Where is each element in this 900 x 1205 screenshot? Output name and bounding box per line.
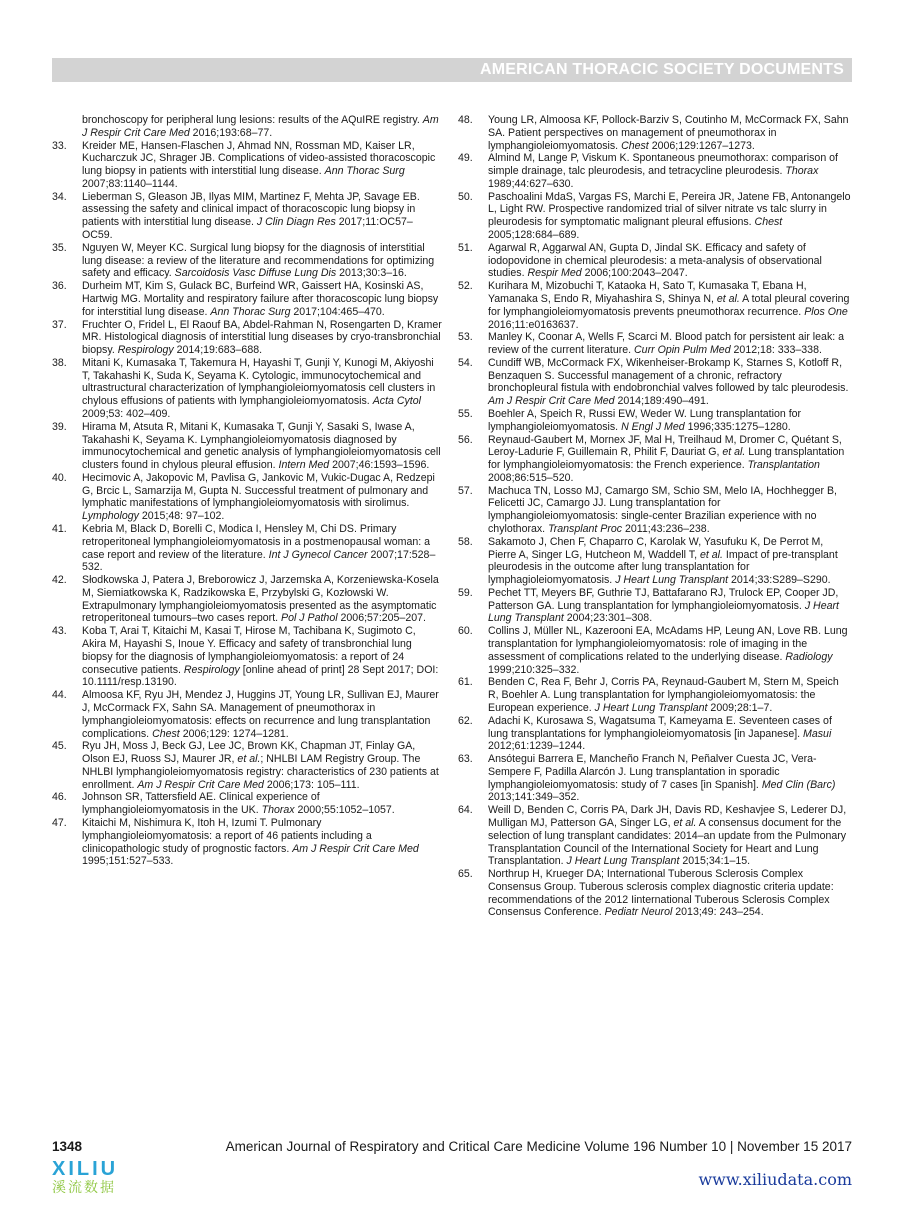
page-number: 1348 xyxy=(52,1139,83,1154)
reference-entry xyxy=(52,791,442,817)
reference-segment: Boehler A, Speich R, Russi EW, Weder W. Lung transplantation for lymphangioleiomyomatosis. xyxy=(488,407,802,433)
reference-segment: 2006;100:2043–2047. xyxy=(581,267,688,280)
reference-journal: J Heart Lung Transplant xyxy=(566,855,680,868)
reference-text xyxy=(82,242,442,280)
reference-number: 61. xyxy=(458,676,473,689)
reference-text xyxy=(488,753,852,804)
reference-number: 33. xyxy=(52,139,67,152)
reference-journal: Sarcoidosis Vasc Diffuse Lung Dis xyxy=(174,267,337,280)
reference-entry xyxy=(52,140,442,191)
reference-journal: J Heart Lung Transplant xyxy=(615,574,729,587)
reference-entry xyxy=(52,357,442,421)
reference-segment: 2016;11:e0163637. xyxy=(488,318,579,331)
reference-number: 51. xyxy=(458,241,473,254)
reference-segment: Paschoalini MdaS, Vargas FS, Marchi E, Pereira JR, Jatene FB, Antonangelo L, Light RW. Prospective randomized trial of silver nitrate vs talc slurry in pleurodesis for symptomatic malignant pleural effusions. xyxy=(488,190,851,229)
reference-number: 34. xyxy=(52,190,67,203)
reference-segment: 2014;33:S289–S290. xyxy=(728,574,831,587)
reference-segment: 2014;189:490–491. xyxy=(614,395,709,408)
reference-journal: Respir Med xyxy=(527,267,582,280)
reference-segment: 2007;46:1593–1596. xyxy=(329,459,430,472)
reference-segment: Lung transplantation for lymphangioleiomyomatosis: the French experience. xyxy=(488,446,845,472)
reference-entry xyxy=(458,625,852,676)
reference-text xyxy=(82,791,442,817)
reference-entry xyxy=(458,114,852,152)
reference-journal: Thorax xyxy=(785,165,819,178)
reference-segment: ; NHLBI LAM Registry Group. The NHLBI lymphangioleiomyomatosis registry: characteristics of 230 patients at enrollment. xyxy=(82,753,439,791)
reference-segment: Almoosa KF, Ryu JH, Mendez J, Huggins JT, Young LR, Sullivan EJ, Maurer J, McCormack FX, Sahn SA. Management of pneumothorax in lymphangioleiomyomatosis: effects on recurrence and lung transplantation complications. xyxy=(82,689,439,740)
reference-number: 38. xyxy=(52,356,67,369)
reference-number: 43. xyxy=(52,625,67,638)
reference-text xyxy=(488,408,852,434)
reference-journal: Pol J Pathol xyxy=(281,612,338,625)
reference-segment: 2008;86:515–520. xyxy=(488,471,574,484)
watermark-url[interactable]: www.xiliudata.com xyxy=(698,1170,852,1189)
reference-entry xyxy=(458,242,852,280)
reference-segment: Kitaichi M, Nishimura K, Itoh H, Izumi T. Pulmonary lymphangioleiomyomatosis: a report of 46 patients including a clinicopathologic study of prognostic factors. xyxy=(82,816,372,855)
reference-journal: et al. xyxy=(673,816,697,829)
reference-segment: Sakamoto J, Chen F, Chaparro C, Karolak W, Yasufuku K, De Perrot M, Pierre A, Singer LG, Hutcheon M, Waddell T, xyxy=(488,535,824,561)
reference-text xyxy=(488,152,852,190)
reference-journal: J Clin Diagn Res xyxy=(256,216,336,229)
reference-segment: 2007;83:1140–1144. xyxy=(82,177,178,190)
reference-segment: Nguyen W, Meyer KC. Surgical lung biopsy for the diagnosis of interstitial lung disease: a review of the literature and recommendations for optimizing safety and efficacy. xyxy=(82,241,435,280)
reference-segment: 2013;30:3–16. xyxy=(336,267,407,280)
reference-segment: 2013;49: 243–254. xyxy=(672,906,764,919)
reference-entry xyxy=(52,114,442,140)
reference-segment: 1996;335:1275–1280. xyxy=(684,420,791,433)
reference-journal: Respirology xyxy=(117,344,174,357)
reference-number: 49. xyxy=(458,152,473,165)
reference-segment: Machuca TN, Losso MJ, Camargo SM, Schio SM, Melo IA, Hochhegger B, Felicetti JC, Camargo JJ. Lung transplantation for lymphangioleiomyomatosis: single-center Brazilian experience with no chylothorax. xyxy=(488,484,837,535)
reference-segment: Kebria M, Black D, Borelli C, Modica I, Hensley M, Chi DS. Primary retroperitoneal lymphangioleiomyomatosis in a postmenopausal woman: a case report and review of the literature. xyxy=(82,523,431,561)
reference-segment: 2012;61:1239–1244. xyxy=(488,740,586,753)
watermark-logo xyxy=(52,1159,124,1199)
reference-segment: 2011;43:236–238. xyxy=(622,523,710,535)
reference-journal: Ann Thorac Surg xyxy=(210,305,291,318)
reference-journal: Curr Opin Pulm Med xyxy=(634,344,731,357)
reference-segment: Reynaud-Gaubert M, Mornex JF, Mal H, Treilhaud M, Dromer C, Quétant S, Leroy-Ladurie F, Guillemain R, Philit F, Dauriat G, xyxy=(488,433,842,459)
reference-journal: et al. xyxy=(716,292,740,305)
reference-segment: Hirama M, Atsuta R, Mitani K, Kumasaka T, Gunji Y, Sasaki S, Iwase A, Takahashi K, Seyama K. Lymphangioleiomyomatosis diagnosed by immunocytochemical and genetic analysis of lymphangioleiomyomatosis cell clusters found in chylous pleural effusion. xyxy=(82,420,441,472)
reference-journal: N Engl J Med xyxy=(621,420,685,433)
reference-journal: Med Clin (Barc) xyxy=(761,778,836,791)
reference-text xyxy=(488,280,852,331)
reference-number: 56. xyxy=(458,433,473,446)
reference-number: 64. xyxy=(458,804,473,817)
reference-journal: Pediatr Neurol xyxy=(604,906,673,919)
reference-text xyxy=(82,280,442,318)
reference-number: 44. xyxy=(52,689,67,702)
reference-segment: 2006;129: 1274–1281. xyxy=(179,727,289,740)
reference-segment: Mitani K, Kumasaka T, Takemura H, Hayashi T, Gunji Y, Kunogi M, Akiyoshi T, Takahashi K, Suda K, Seyama K. Cytologic, immunocytochemical and ultrastructural characterization of lymphangioleiomyomatosis cell clusters in chylous effusions of patients with lymphangioleiomyomatosis. xyxy=(82,356,436,408)
reference-segment: 2000;55:1052–1057. xyxy=(294,804,395,817)
watermark-logo-mark: XILIU xyxy=(52,1158,119,1180)
reference-text xyxy=(82,817,442,868)
reference-segment: 2012;18: 333–338. xyxy=(730,344,822,357)
reference-journal: Plos One xyxy=(804,305,848,318)
reference-text xyxy=(82,140,442,191)
reference-segment: Cundiff WB, McCormack FX, Wikenheiser-Brokamp K, Starnes S, Kotloff R, Benzaquen S. Successful management of a chronic, refractory bronchopleural fistula with endobronchial valves followed by talc pleurodesis. xyxy=(488,356,849,395)
reference-journal: Lymphology xyxy=(82,510,139,523)
reference-segment: Lieberman S, Gleason JB, Ilyas MIM, Martinez F, Mehta JP, Savage EB. assessing the safety and clinical impact of thoracoscopic lung biopsy in patients with interstitial lung disease. xyxy=(82,190,420,229)
reference-segment: 2009;28:1–7. xyxy=(707,701,773,714)
reference-segment: 1995;151:527–533. xyxy=(82,855,174,868)
reference-number: 58. xyxy=(458,535,473,548)
reference-number: 53. xyxy=(458,331,473,344)
reference-segment: 2015;48: 97–102. xyxy=(138,510,225,523)
reference-segment: 2004;23:301–308. xyxy=(563,612,653,625)
reference-segment: 2007;17:528–532. xyxy=(82,548,436,574)
reference-text xyxy=(82,191,442,242)
reference-journal: Chest xyxy=(754,216,783,229)
reference-number: 37. xyxy=(52,318,67,331)
reference-segment: 2006;173: 105–111. xyxy=(263,778,360,791)
reference-entry xyxy=(52,740,442,791)
reference-entry xyxy=(458,753,852,804)
reference-entry xyxy=(52,472,442,523)
reference-text xyxy=(488,868,852,919)
reference-entry xyxy=(52,523,442,574)
reference-segment: Almind M, Lange P, Viskum K. Spontaneous pneumothorax: comparison of simple drainage, talc pleurodesis, and tetracycline pleurodesis. xyxy=(488,152,838,178)
references-right-column xyxy=(458,114,852,919)
reference-entry xyxy=(52,421,442,472)
reference-number: 63. xyxy=(458,753,473,766)
reference-text xyxy=(488,485,852,536)
reference-segment: Impact of pre-transplant pleurodesis in the outcome after lung transplantation for lymphagioleiomyomatosis. xyxy=(488,548,838,587)
reference-journal: Transplant Proc xyxy=(548,523,623,535)
reference-number: 65. xyxy=(458,868,473,881)
reference-segment: Weill D, Benden C, Corris PA, Dark JH, Davis RD, Keshavjee S, Lederer DJ, Mulligan MJ, Patterson GA, Singer LG, xyxy=(488,804,847,829)
reference-entry xyxy=(52,242,442,280)
reference-entry xyxy=(52,689,442,740)
reference-number: 40. xyxy=(52,471,67,484)
reference-segment: Manley K, Coonar A, Wells F, Scarci M. Blood patch for persistent air leak: a review of the current literature. xyxy=(488,331,845,357)
reference-segment: A consensus document for the selection of lung transplant candidates: 2014–an update from the Pulmonary Transplantation Council of the International Society for Heart and Lung Transplantation. xyxy=(488,816,847,868)
reference-segment: 2006;129:1267–1273. xyxy=(648,139,755,152)
reference-entry xyxy=(458,485,852,536)
reference-segment: Pechet TT, Meyers BF, Guthrie TJ, Battafarano RJ, Trulock EP, Cooper JD, Patterson GA. Lung transplantation for lymphangioleiomyomatosis. xyxy=(488,586,839,612)
reference-journal: Am J Respir Crit Care Med xyxy=(488,395,615,408)
reference-entry xyxy=(458,434,852,485)
reference-entry xyxy=(52,319,442,357)
reference-number: 52. xyxy=(458,280,473,293)
reference-number: 59. xyxy=(458,586,473,599)
watermark-logo-subtitle: 溪流数据 xyxy=(52,1180,116,1196)
reference-text xyxy=(488,114,852,152)
header-banner-title: AMERICAN THORACIC SOCIETY DOCUMENTS xyxy=(479,61,844,78)
reference-entry xyxy=(458,152,852,190)
reference-text xyxy=(488,715,852,753)
reference-segment: 2009;53: 402–409. xyxy=(82,407,171,420)
reference-text xyxy=(82,472,442,523)
reference-entry xyxy=(458,804,852,868)
references-left-column xyxy=(52,114,442,868)
reference-segment: 2006;57:205–207. xyxy=(337,612,426,625)
reference-entry xyxy=(52,280,442,318)
reference-text xyxy=(488,587,852,625)
reference-journal: Am J Respir Crit Care Med xyxy=(82,114,439,139)
reference-segment: Kurihara M, Mizobuchi T, Kataoka H, Sato T, Kumasaka T, Ebana H, Yamanaka S, Endo R, Miyahashira S, Shinya N, xyxy=(488,280,807,305)
reference-entry xyxy=(458,676,852,714)
reference-journal: Transplantation xyxy=(747,459,820,472)
reference-journal: Acta Cytol xyxy=(372,395,421,408)
reference-entry xyxy=(458,357,852,408)
reference-number: 35. xyxy=(52,241,67,254)
reference-entry xyxy=(52,817,442,868)
reference-segment: 2014;19:683–688. xyxy=(173,344,263,357)
reference-segment: 2016;193:68–77. xyxy=(189,126,273,139)
reference-entry xyxy=(458,715,852,753)
reference-text xyxy=(82,740,442,791)
reference-entry xyxy=(458,191,852,242)
reference-journal: J Heart Lung Transplant xyxy=(594,701,708,714)
reference-segment: A total pleural covering for lymphangioleiomyomatosis prevents pneumothorax recurrence. xyxy=(488,292,850,318)
reference-entry xyxy=(52,574,442,625)
reference-text xyxy=(488,242,852,280)
reference-number: 45. xyxy=(52,740,67,753)
reference-text xyxy=(488,625,852,676)
reference-journal: Am J Respir Crit Care Med xyxy=(292,842,419,855)
reference-text xyxy=(82,319,442,357)
reference-journal: Thorax xyxy=(261,804,295,817)
reference-journal: et al. xyxy=(722,446,746,459)
reference-segment: 2013;141:349–352. xyxy=(488,791,580,804)
reference-journal: Int J Gynecol Cancer xyxy=(268,548,368,561)
reference-text xyxy=(82,689,442,740)
journal-citation: American Journal of Respiratory and Critical Care Medicine Volume 196 Number 10 | November 15 2017 xyxy=(225,1139,852,1154)
reference-journal: et al. xyxy=(237,753,261,766)
reference-entry xyxy=(458,868,852,919)
reference-number: 41. xyxy=(52,523,67,535)
reference-text xyxy=(82,625,442,689)
reference-journal: Respirology xyxy=(183,663,240,676)
reference-number: 55. xyxy=(458,407,473,420)
reference-journal: J Heart Lung Transplant xyxy=(488,599,839,625)
reference-number: 62. xyxy=(458,714,473,727)
reference-journal: et al. xyxy=(699,548,723,561)
reference-journal: Am J Respir Crit Care Med xyxy=(137,778,264,791)
reference-text xyxy=(488,536,852,587)
reference-number: 46. xyxy=(52,791,67,804)
reference-segment: Northrup H, Krueger DA; International Tuberous Sclerosis Complex Consensus Group. Tuberous sclerosis complex diagnostic criteria update: recommendations of the 2012 Iinternational Tuberous Sclerosis Complex Consensus Conference. xyxy=(488,868,834,919)
reference-number: 36. xyxy=(52,280,67,293)
reference-segment: Fruchter O, Fridel L, El Raouf BA, Abdel-Rahman N, Rosengarten D, Kramer MR. Histological diagnosis of interstitial lung diseases by cryo-transbronchial biopsy. xyxy=(82,318,442,357)
reference-number: 42. xyxy=(52,574,67,587)
reference-segment: Hecimovic A, Jakopovic M, Pavlisa G, Jankovic M, Vukic-Dugac A, Redzepi G, Brcic L, Samarzija M, Gupta N. Successful treatment of pulmonary and lymphatic manifestations of lymphangioleiomyomatosis with sirolimus. xyxy=(82,471,435,510)
header-banner xyxy=(52,58,852,82)
reference-journal: Ann Thorac Surg xyxy=(324,165,405,178)
reference-segment: Ryu JH, Moss J, Beck GJ, Lee JC, Brown KK, Chapman JT, Finlay GA, Olson EJ, Ruoss SJ, Maurer JR, xyxy=(82,740,416,766)
reference-entry xyxy=(458,587,852,625)
reference-segment: [online ahead of print] 28 Sept 2017; DOI: 10.1111/resp.13190. xyxy=(82,663,439,689)
reference-segment: Adachi K, Kurosawa S, Wagatsuma T, Kameyama E. Seventeen cases of lung transplantations for lymphangioleiomyomatosis [in Japanese]. xyxy=(488,714,832,740)
reference-number: 54. xyxy=(458,356,473,369)
reference-segment: 2005;128:684–689. xyxy=(488,229,580,242)
reference-number: 48. xyxy=(458,114,473,126)
reference-text xyxy=(488,434,852,485)
reference-segment: Benden C, Rea F, Behr J, Corris PA, Reynaud-Gaubert M, Stern M, Speich R, Boehler A. Lung transplantation for lymphangioleiomyomatosis: the European experience. xyxy=(488,676,839,714)
page-footer xyxy=(52,1139,852,1157)
reference-segment: Young LR, Almoosa KF, Pollock-Barziv S, Coutinho M, McCormack FX, Sahn SA. Patient perspectives on management of pneumothorax in lymphangioleiomyomatosis. xyxy=(488,114,849,152)
reference-segment: Kreider ME, Hansen-Flaschen J, Ahmad NN, Rossman MD, Kaiser LR, Kucharczuk JC, Shrager JB. Complications of video-assisted thoracoscopic lung biopsy in patients with interstitial lung disease. xyxy=(82,139,436,178)
reference-segment: Koba T, Arai T, Kitaichi M, Kasai T, Hirose M, Tachibana K, Sugimoto C, Akira M, Hayashi S, Inoue Y. Efficacy and safety of transbronchial lung biopsy for the diagnosis of lymphangioleiomyomatosis: a report of 24 consecutive patients. xyxy=(82,625,416,676)
reference-text xyxy=(82,523,442,574)
reference-segment: 1989;44:627–630. xyxy=(488,177,574,190)
reference-segment: Słodkowska J, Patera J, Breborowicz J, Jarzemska A, Korzeniewska-Kosela M, Siemiatkowska K, Radzikowska E, Przybylski G, Kozłowski W. Extrapulmonary lymphangioleiomyomatosis presented as the asymptomatic retroperitoneal tumours–two cases report. xyxy=(82,574,439,625)
reference-number: 47. xyxy=(52,816,67,829)
reference-number: 39. xyxy=(52,420,67,433)
reference-journal: Intern Med xyxy=(278,459,330,472)
reference-text xyxy=(488,676,852,714)
reference-text xyxy=(488,191,852,242)
reference-text xyxy=(488,357,852,408)
reference-segment: Agarwal R, Aggarwal AN, Gupta D, Jindal SK. Efficacy and safety of iodopovidone in chemical pleurodesis: a meta-analysis of observational studies. xyxy=(488,241,822,280)
reference-entry xyxy=(458,408,852,434)
reference-entry xyxy=(458,280,852,331)
reference-journal: Chest xyxy=(621,139,649,152)
reference-segment: 1999;210:325–332. xyxy=(488,663,580,676)
reference-journal: Masui xyxy=(803,727,832,740)
reference-number: 50. xyxy=(458,190,473,203)
reference-segment: Collins J, Müller NL, Kazerooni EA, McAdams HP, Leung AN, Love RB. Lung transplantation for lymphangioleiomyomatosis: role of imaging in the assessment of complications related to the underlying disease. xyxy=(488,625,848,663)
reference-text xyxy=(488,804,852,868)
reference-segment: 2017;11:OC57–OC59. xyxy=(82,216,413,242)
reference-entry xyxy=(458,331,852,357)
reference-segment: 2017;104:465–470. xyxy=(290,305,385,318)
reference-number: 57. xyxy=(458,484,473,497)
reference-text xyxy=(82,357,442,421)
reference-entry xyxy=(458,536,852,587)
reference-text xyxy=(82,574,442,625)
reference-number: 60. xyxy=(458,625,473,638)
reference-segment: bronchoscopy for peripheral lung lesions: results of the AQuIRE registry. xyxy=(82,114,423,126)
reference-text xyxy=(488,331,852,357)
reference-entry xyxy=(52,191,442,242)
reference-entry xyxy=(52,625,442,689)
reference-segment: 2015;34:1–15. xyxy=(679,855,751,868)
reference-segment: Durheim MT, Kim S, Gulack BC, Burfeind WR, Gaissert HA, Kosinski AS, Hartwig MG. Mortality and respiratory failure after thoracoscopic lung biopsy for interstitial lung disease. xyxy=(82,280,439,318)
reference-text xyxy=(82,421,442,472)
reference-journal: Radiology xyxy=(785,650,833,663)
reference-segment: Ansótegui Barrera E, Mancheño Franch N, Peñalver Cuesta JC, Vera-Sempere F, Padilla Alarcón J. Lung transplantation in sporadic lymphangioleiomyomatosis: study of 7 cases [in Spanish]. xyxy=(488,753,817,791)
reference-segment: Johnson SR, Tattersfield AE. Clinical experience of lymphangioleiomyomatosis in the UK. xyxy=(82,791,320,817)
reference-journal: Chest xyxy=(152,727,180,740)
